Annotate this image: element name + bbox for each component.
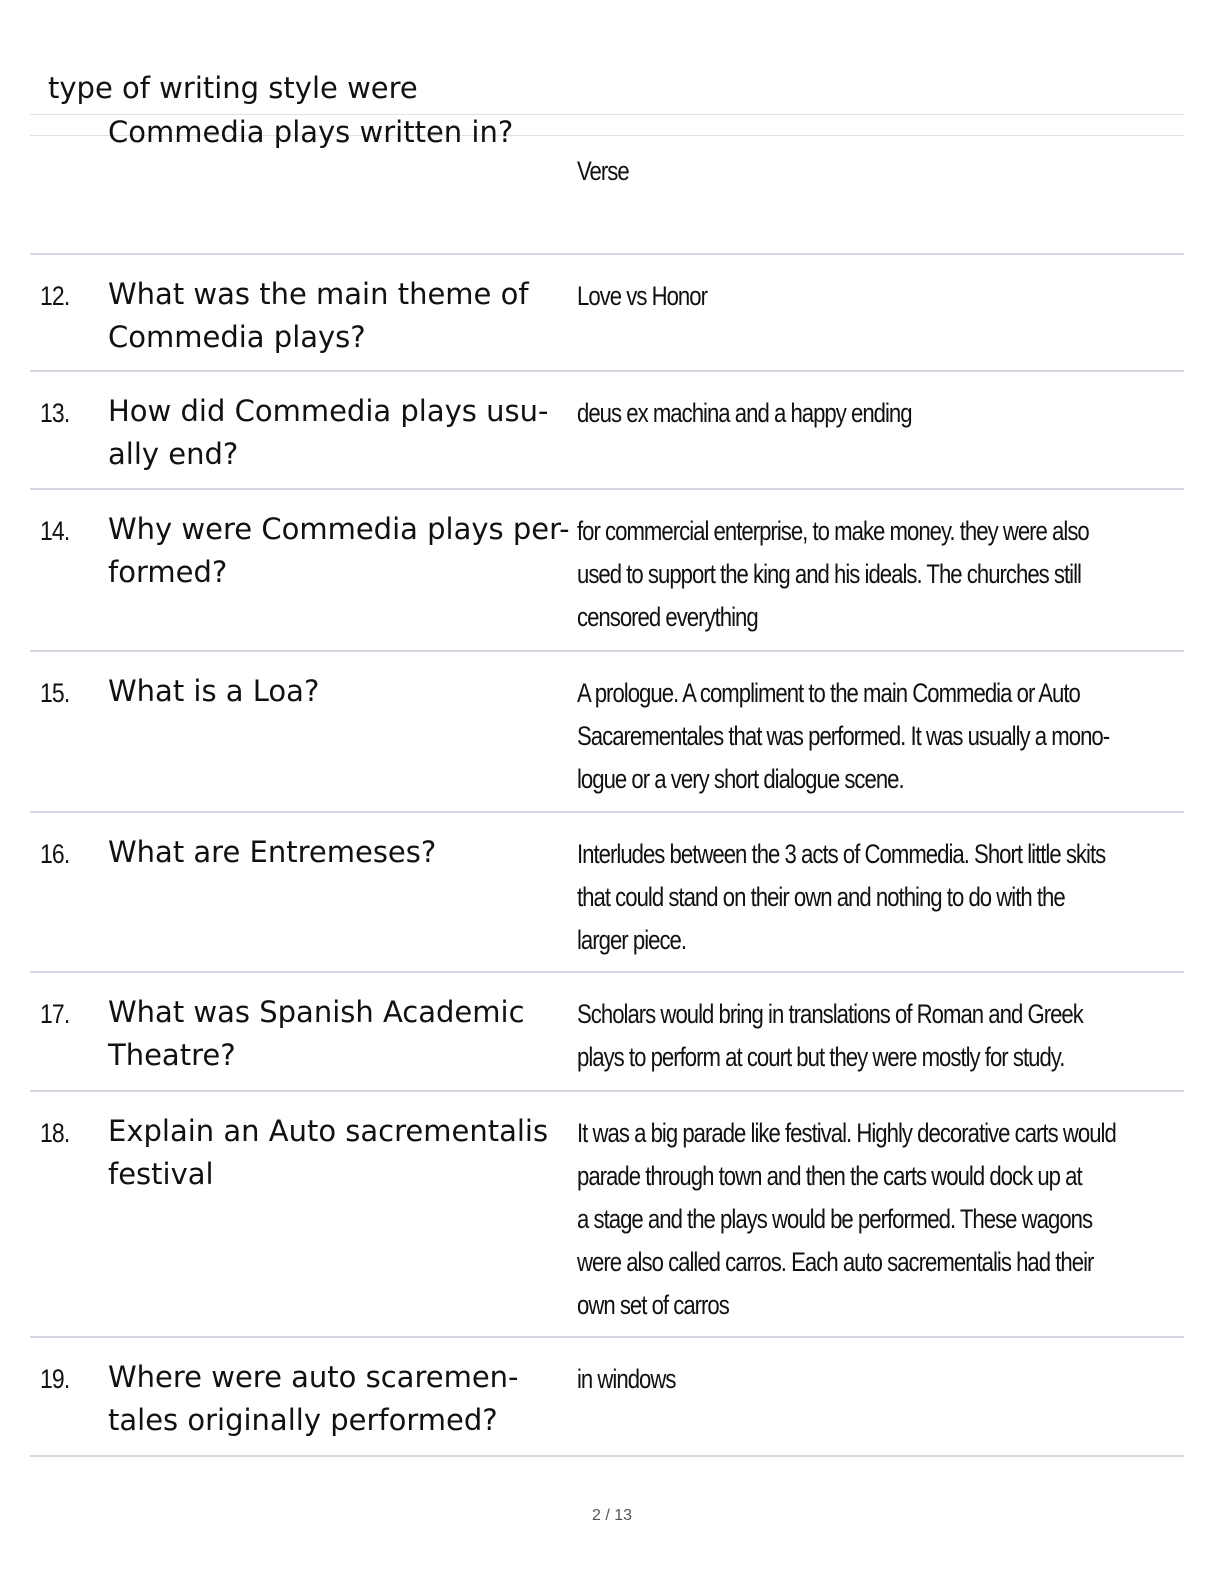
question [108, 273, 568, 359]
qa-row-14 [30, 490, 1184, 650]
question-line: Theatre? [108, 1038, 236, 1072]
question-line: Commedia plays? [108, 320, 366, 354]
question-line: Explain an Auto sacrementalis [108, 1114, 549, 1148]
question-line: How did Commedia plays usu- [108, 394, 549, 428]
qa-row-19 [30, 1338, 1184, 1455]
question [108, 1356, 568, 1442]
answer [577, 275, 707, 318]
answer [577, 993, 1083, 1079]
answer [577, 672, 1109, 801]
question-line: Why were Commedia plays per- [108, 512, 570, 546]
question-line: Where were auto scaremen- [108, 1360, 519, 1394]
question-line: What was Spanish Academic [108, 995, 525, 1029]
question-line: What is a Loa? [108, 674, 320, 708]
item-number: 17. [40, 999, 70, 1029]
qa-row-16 [30, 813, 1184, 971]
question-line: ally end? [108, 437, 239, 471]
question [108, 670, 568, 713]
answer-line: censored everything [577, 602, 758, 632]
answer-line: deus ex machina and a happy ending [577, 398, 912, 428]
answer-line: in windows [577, 1364, 676, 1394]
item-number: 13. [40, 398, 70, 428]
answer-line: plays to perform at court but they were mostly for study. [577, 1042, 1065, 1072]
answer-line: used to support the king and his ideals. The churches still [577, 559, 1081, 589]
question-line: festival [108, 1157, 214, 1191]
carryover-question-line-1: type of writing style were [48, 71, 418, 105]
carryover-answer: Verse [577, 156, 629, 186]
answer [577, 392, 912, 435]
qa-row-17 [30, 973, 1184, 1090]
question-line: tales originally performed? [108, 1403, 498, 1437]
divider [30, 1455, 1184, 1457]
item-number: 14. [40, 516, 70, 546]
answer-line: It was a big parade like festival. Highly decorative carts would [577, 1118, 1116, 1148]
qa-row-18 [30, 1092, 1184, 1336]
question [108, 1110, 568, 1196]
qa-row-12 [30, 255, 1184, 370]
answer-line: parade through town and then the carts would dock up at [577, 1161, 1082, 1191]
qa-row-13 [30, 372, 1184, 488]
answer-line: that could stand on their own and nothing to do with the [577, 882, 1065, 912]
answer-line: Interludes between the 3 acts of Commedia. Short little skits [577, 839, 1106, 869]
answer [577, 833, 1105, 962]
item-number: 16. [40, 839, 70, 869]
answer-line: own set of carros [577, 1290, 729, 1320]
question-line: What are Entremeses? [108, 835, 437, 869]
item-number: 12. [40, 281, 70, 311]
item-number: 18. [40, 1118, 70, 1148]
answer-line: Love vs Honor [577, 281, 707, 311]
carryover-question-line-2: Commedia plays written in? [108, 115, 514, 149]
question [108, 991, 568, 1077]
answer-line: a stage and the plays would be performed. These wagons [577, 1204, 1093, 1234]
page-indicator: 2 / 13 [591, 1507, 633, 1524]
qa-row-15 [30, 652, 1184, 811]
answer-line: Sacarementales that was performed. It was usually a mono- [577, 721, 1110, 751]
question [108, 508, 568, 594]
answer-line: Scholars would bring in translations of Roman and Greek [577, 999, 1083, 1029]
answer-line: for commercial enterprise, to make money. they were also [577, 516, 1089, 546]
answer-line: were also called carros. Each auto sacrementalis had their [577, 1247, 1094, 1277]
answer [577, 510, 1089, 639]
answer-line: A prologue. A compliment to the main Commedia or Auto [577, 678, 1080, 708]
answer-line: logue or a very short dialogue scene. [577, 764, 904, 794]
answer-line: larger piece. [577, 925, 687, 955]
question [108, 831, 568, 874]
item-number: 15. [40, 678, 70, 708]
item-number: 19. [40, 1364, 70, 1394]
question-line: What was the main theme of [108, 277, 529, 311]
question-line: formed? [108, 555, 228, 589]
answer [577, 1358, 675, 1401]
answer [577, 1112, 1116, 1327]
question [108, 390, 568, 476]
